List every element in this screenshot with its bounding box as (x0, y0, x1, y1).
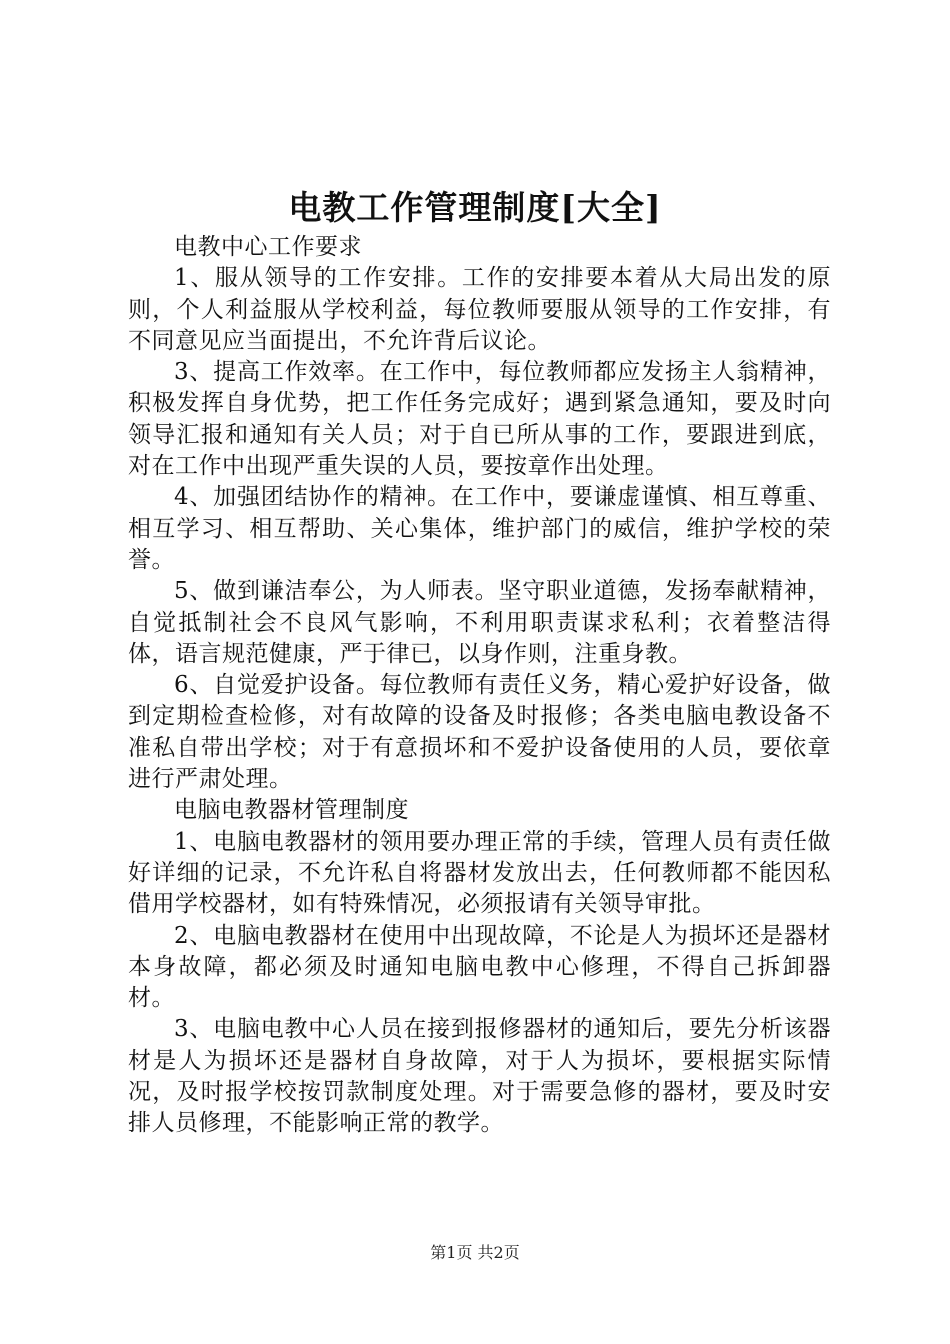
document-title: 电教工作管理制度[大全] (288, 188, 662, 227)
paragraph: 3、电脑电教中心人员在接到报修器材的通知后，要先分析该器材是人为损坏还是器材自身故障，对于人为损坏，要根据实际情况，及时报学校按罚款制度处理。对于需要急修的器材，要及时安排人员修理，不能影响正常的教学。 (128, 1016, 831, 1137)
paragraph: 5、做到谦洁奉公，为人师表。坚守职业道德，发扬奉献精神，自觉抵制社会不良风气影响，不利用职责谋求私利；衣着整洁得体，语言规范健康，严于律已，以身作则，注重身教。 (128, 578, 831, 667)
section-heading: 电脑电教器材管理制度 (174, 797, 409, 824)
paragraph: 1、服从领导的工作安排。工作的安排要本着从大局出发的原则，个人利益服从学校利益，每位教师要服从领导的工作安排，有不同意见应当面提出，不允许背后议论。 (128, 265, 831, 354)
paragraph: 1、电脑电教器材的领用要办理正常的手续，管理人员有责任做好详细的记录，不允许私自将器材发放出去，任何教师都不能因私借用学校器材，如有特殊情况，必须报请有关领导审批。 (128, 828, 831, 918)
page-number-footer: 第1页 共2页 (430, 1243, 520, 1262)
section-heading: 电教中心工作要求 (174, 234, 362, 260)
document-body (128, 232, 831, 1140)
paragraph: 4、加强团结协作的精神。在工作中，要谦虚谨慎、相互尊重、相互学习、相互帮助、关心集体，维护部门的威信，维护学校的荣誉。 (128, 484, 831, 573)
paragraph: 3、提高工作效率。在工作中，每位教师都应发扬主人翁精神，积极发挥自身优势，把工作任务完成好；遇到紧急通知，要及时向领导汇报和通知有关人员；对于自已所从事的工作，要跟进到底，对在工作中出现严重失误的人员，要按章作出处理。 (128, 359, 831, 480)
paragraph: 6、自觉爱护设备。每位教师有责任义务，精心爱护好设备，做到定期检查检修，对有故障的设备及时报修；各类电脑电教设备不准私自带出学校；对于有意损坏和不爱护设备使用的人员，要依章进行严肃处理。 (128, 672, 831, 793)
paragraph: 2、电脑电教器材在使用中出现故障，不论是人为损坏还是器材本身故障，都必须及时通知电脑电教中心修理，不得自己拆卸器材。 (128, 922, 831, 1012)
